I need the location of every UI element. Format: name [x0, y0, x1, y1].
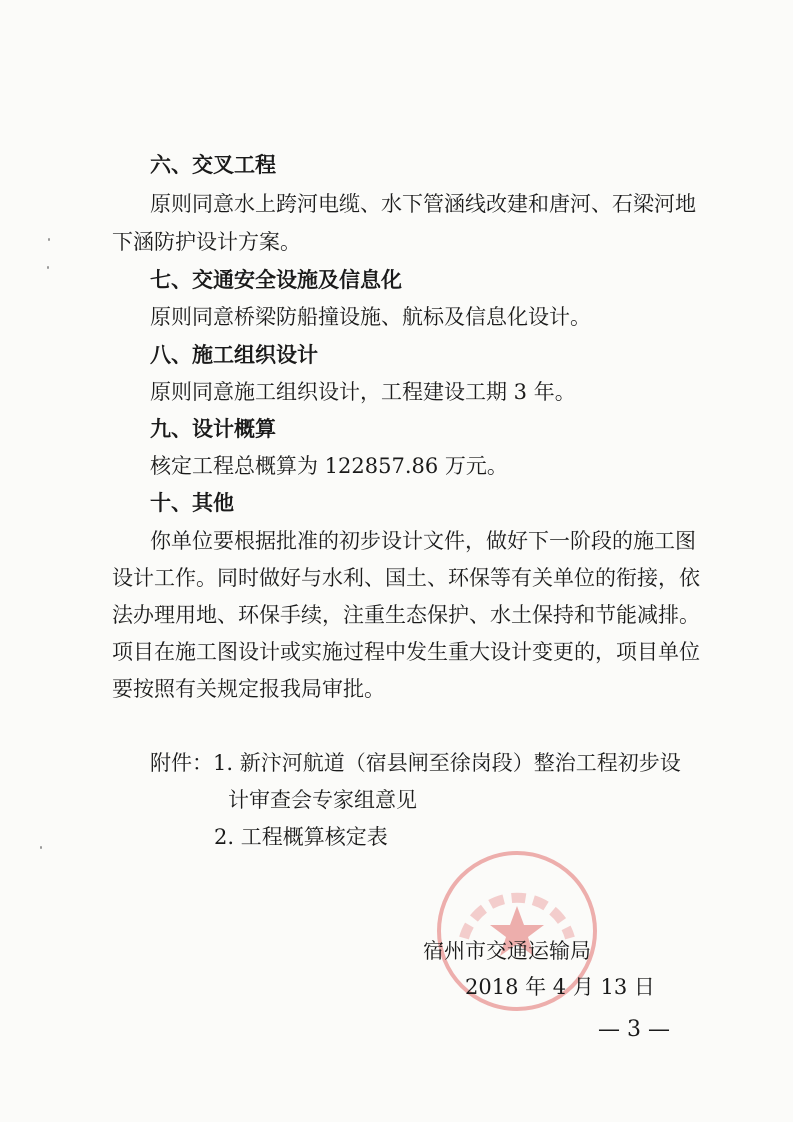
section-heading-7: 七、交通安全设施及信息化: [150, 268, 402, 292]
issuing-organization: 宿州市交通运输局: [423, 939, 591, 963]
section-heading-9: 九、设计概算: [150, 417, 276, 441]
scan-speck: [48, 238, 50, 241]
page-number: — 3 —: [598, 1017, 670, 1042]
section-8-line-1: 原则同意施工组织设计，工程建设工期 3 年。: [150, 380, 576, 404]
scan-speck: [40, 846, 42, 849]
section-10-line-5: 要按照有关规定报我局审批。: [112, 677, 385, 701]
section-6-line-1: 原则同意水上跨河电缆、水下管涵线改建和唐河、石梁河地: [150, 192, 696, 216]
section-10-line-4: 项目在施工图设计或实施过程中发生重大设计变更的，项目单位: [112, 640, 700, 664]
section-7-line-1: 原则同意桥梁防船撞设施、航标及信息化设计。: [150, 305, 591, 329]
section-heading-6: 六、交叉工程: [150, 153, 276, 177]
section-heading-10: 十、其他: [150, 491, 234, 515]
section-6-line-2: 下涵防护设计方案。: [112, 230, 301, 254]
attachments-label: 附件：: [150, 751, 213, 775]
section-10-line-2: 设计工作。同时做好与水利、国土、环保等有关单位的衔接，依: [112, 566, 700, 590]
section-10-line-3: 法办理用地、环保手续，注重生态保护、水土保持和节能减排。: [112, 603, 700, 627]
attachment-1-line-2: 计审查会专家组意见: [228, 788, 417, 812]
section-9-line-1: 核定工程总概算为 122857.86 万元。: [150, 454, 508, 478]
attachment-1-line-1: 1. 新汴河航道（宿县闸至徐岗段）整治工程初步设: [213, 751, 681, 775]
issue-date: 2018 年 4 月 13 日: [465, 975, 655, 999]
attachments-block: [150, 748, 750, 778]
section-heading-8: 八、施工组织设计: [150, 343, 318, 367]
section-10-line-1: 你单位要根据批准的初步设计文件，做好下一阶段的施工图: [150, 529, 696, 553]
attachment-2: 2. 工程概算核定表: [214, 825, 388, 849]
scan-speck: [47, 266, 49, 269]
